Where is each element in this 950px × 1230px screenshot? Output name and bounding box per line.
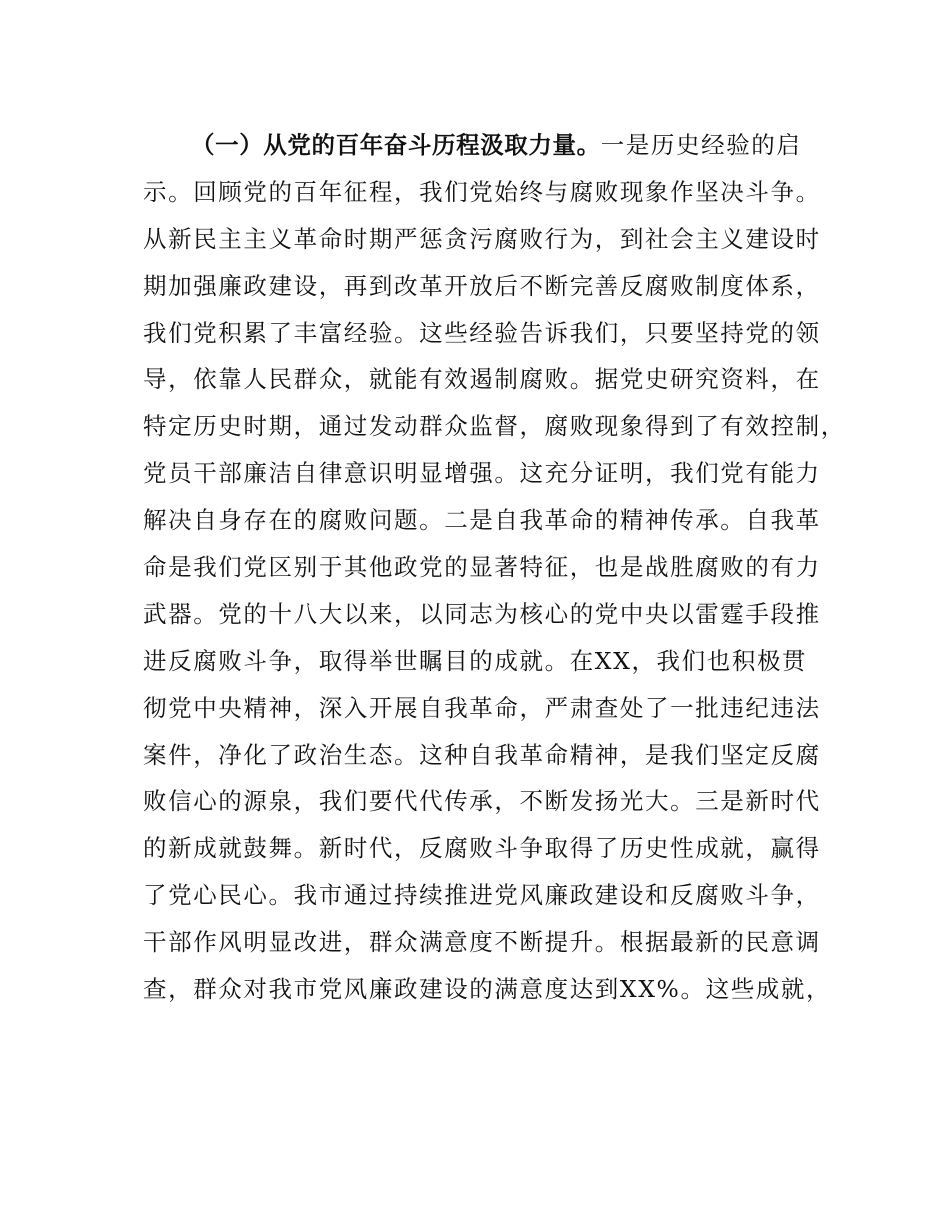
body-paragraph [143,122,846,1013]
text-line: 武器。党的十八大以来，以同志为核心的党中央以雷霆手段推 [143,599,821,628]
first-line-text: 一是历史经验的启 [600,131,802,159]
text-line: 导，依靠人民群众，就能有效遏制腐败。据党史研究资料，在 [143,365,821,394]
text-line: 从新民主主义革命时期严惩贪污腐败行为，到社会主义建设时 [143,224,821,253]
text-line: 败信心的源泉，我们要代代传承，不断发扬光大。三是新时代 [143,787,821,816]
text-line: 案件，净化了政治生态。这种自我革命精神，是我们坚定反腐 [143,740,821,769]
text-line: 期加强廉政建设，再到改革开放后不断完善反腐败制度体系， [143,271,821,300]
text-line: 了党心民心。我市通过持续推进党风廉政建设和反腐败斗争， [143,881,821,910]
text-line: 进反腐败斗争，取得举世瞩目的成就。在XX，我们也积极贯 [143,646,808,675]
section-heading: （一）从党的百年奋斗历程汲取力量。 [191,131,601,159]
text-line: 党员干部廉洁自律意识明显增强。这充分证明，我们党有能力 [143,459,821,488]
text-line: 特定历史时期，通过发动群众监督，腐败现象得到了有效控制， [143,412,846,441]
paragraph-first-line [143,122,833,169]
text-line: 我们党积累了丰富经验。这些经验告诉我们，只要坚持党的领 [143,318,821,347]
text-line: 的新成就鼓舞。新时代，反腐败斗争取得了历史性成就，赢得 [143,834,821,863]
text-line: 查，群众对我市党风廉政建设的满意度达到XX%。这些成就， [143,975,832,1004]
text-line: 干部作风明显改进，群众满意度不断提升。根据最新的民意调 [143,928,821,957]
text-line: 彻党中央精神，深入开展自我革命，严肃查处了一批违纪违法 [143,693,821,722]
text-line: 解决自身存在的腐败问题。二是自我革命的精神传承。自我革 [143,506,821,535]
text-line: 命是我们党区别于其他政党的显著特征，也是战胜腐败的有力 [143,553,821,582]
text-line: 示。回顾党的百年征程，我们党始终与腐败现象作坚决斗争。 [143,177,821,206]
